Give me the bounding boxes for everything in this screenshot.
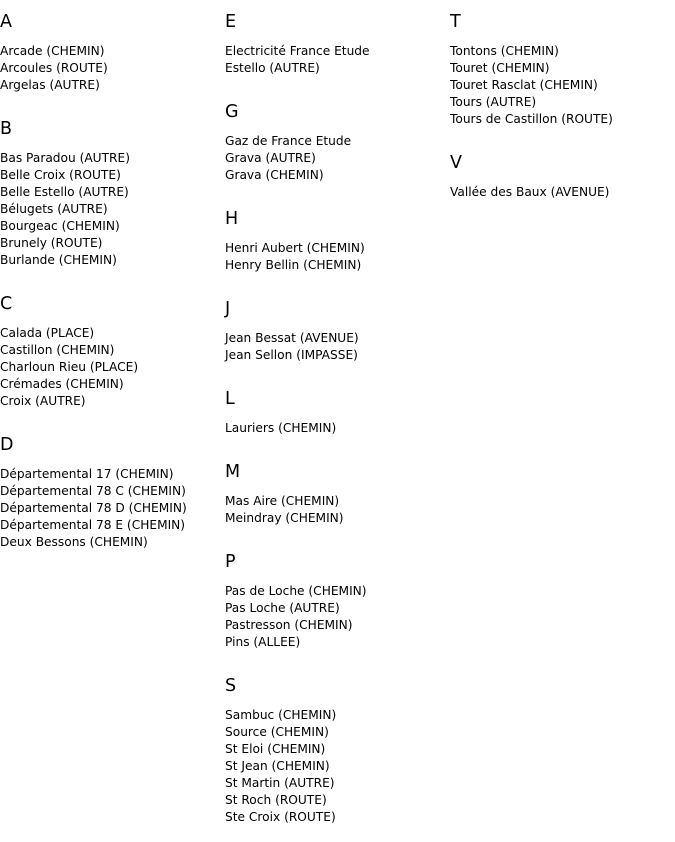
street-entry: Estello (AUTRE) xyxy=(225,61,320,75)
street-entry: Pas de Loche (CHEMIN) xyxy=(225,584,367,598)
street-entry: Crémades (CHEMIN) xyxy=(0,377,124,391)
street-list xyxy=(0,43,225,94)
street-list xyxy=(450,184,675,201)
group-letter-heading: E xyxy=(225,12,237,32)
street-entry: Grava (AUTRE) xyxy=(225,151,316,165)
street-list xyxy=(225,43,450,77)
street-entry: Jean Bessat (AVENUE) xyxy=(225,331,359,345)
letter-group-c xyxy=(0,294,225,410)
street-entry: Source (CHEMIN) xyxy=(225,725,329,739)
street-entry: Deux Bessons (CHEMIN) xyxy=(0,535,148,549)
street-entry: St Jean (CHEMIN) xyxy=(225,759,330,773)
street-list xyxy=(225,240,450,274)
street-list xyxy=(0,150,225,269)
letter-group-g xyxy=(225,102,450,184)
letter-group-a xyxy=(0,12,225,94)
street-entry: Ste Croix (ROUTE) xyxy=(225,810,336,824)
street-entry: Mas Aire (CHEMIN) xyxy=(225,494,340,508)
street-entry: Jean Sellon (IMPASSE) xyxy=(225,348,358,362)
index-column-1 xyxy=(0,12,225,551)
street-entry: Charloun Rieu (PLACE) xyxy=(0,360,139,374)
letter-group-d xyxy=(0,435,225,551)
street-entry: Bas Paradou (AUTRE) xyxy=(0,151,130,165)
street-entry: Bélugets (AUTRE) xyxy=(0,202,108,216)
street-entry: Arcoules (ROUTE) xyxy=(0,61,108,75)
street-entry: St Eloi (CHEMIN) xyxy=(225,742,326,756)
street-list xyxy=(225,330,450,364)
street-list xyxy=(225,133,450,184)
letter-group-t xyxy=(450,12,675,128)
street-entry: Brunely (ROUTE) xyxy=(0,236,103,250)
street-entry: Pas Loche (AUTRE) xyxy=(225,601,340,615)
group-letter-heading: A xyxy=(0,12,12,32)
group-letter-heading: T xyxy=(450,12,461,32)
street-list xyxy=(225,707,450,826)
letter-group-e xyxy=(225,12,450,77)
street-entry: Castillon (CHEMIN) xyxy=(0,343,115,357)
group-letter-heading: H xyxy=(225,209,239,229)
street-entry: St Martin (AUTRE) xyxy=(225,776,335,790)
letter-group-h xyxy=(225,209,450,274)
letter-group-p xyxy=(225,552,450,651)
letter-group-b xyxy=(0,119,225,269)
street-list xyxy=(0,325,225,410)
street-entry: Burlande (CHEMIN) xyxy=(0,253,117,267)
street-entry: Croix (AUTRE) xyxy=(0,394,86,408)
street-entry: Pins (ALLEE) xyxy=(225,635,301,649)
letter-group-l xyxy=(225,389,450,437)
street-entry: Touret Rasclat (CHEMIN) xyxy=(450,78,598,92)
letter-group-m xyxy=(225,462,450,527)
street-entry: Arcade (CHEMIN) xyxy=(0,44,105,58)
street-entry: Départemental 78 D (CHEMIN) xyxy=(0,501,187,515)
street-entry: Electricité France Etude xyxy=(225,44,370,58)
street-entry: Départemental 78 E (CHEMIN) xyxy=(0,518,186,532)
street-list xyxy=(225,493,450,527)
group-letter-heading: P xyxy=(225,552,236,572)
street-entry: Belle Estello (AUTRE) xyxy=(0,185,129,199)
street-entry: Henry Bellin (CHEMIN) xyxy=(225,258,362,272)
street-entry: Gaz de France Etude xyxy=(225,134,352,148)
group-letter-heading: B xyxy=(0,119,13,139)
index-column-2 xyxy=(225,12,450,826)
group-letter-heading: C xyxy=(0,294,13,314)
street-entry: Pastresson (CHEMIN) xyxy=(225,618,353,632)
street-list xyxy=(0,466,225,551)
group-letter-heading: J xyxy=(225,299,231,319)
street-entry: Départemental 78 C (CHEMIN) xyxy=(0,484,186,498)
letter-group-s xyxy=(225,676,450,826)
street-entry: Sambuc (CHEMIN) xyxy=(225,708,337,722)
letter-group-v xyxy=(450,153,675,201)
street-entry: Tours (AUTRE) xyxy=(450,95,537,109)
street-entry: Argelas (AUTRE) xyxy=(0,78,100,92)
street-list xyxy=(450,43,675,128)
group-letter-heading: S xyxy=(225,676,237,696)
street-entry: Bourgeac (CHEMIN) xyxy=(0,219,120,233)
index-column-3 xyxy=(450,12,675,201)
street-entry: Henri Aubert (CHEMIN) xyxy=(225,241,365,255)
street-entry: Lauriers (CHEMIN) xyxy=(225,421,337,435)
group-letter-heading: M xyxy=(225,462,241,482)
street-entry: Grava (CHEMIN) xyxy=(225,168,324,182)
letter-group-j xyxy=(225,299,450,364)
street-entry: Calada (PLACE) xyxy=(0,326,95,340)
group-letter-heading: L xyxy=(225,389,235,409)
street-entry: Vallée des Baux (AVENUE) xyxy=(450,185,610,199)
street-entry: Meindray (CHEMIN) xyxy=(225,511,344,525)
street-list xyxy=(225,420,450,437)
street-entry: Tours de Castillon (ROUTE) xyxy=(450,112,613,126)
street-entry: Tontons (CHEMIN) xyxy=(450,44,559,58)
group-letter-heading: G xyxy=(225,102,239,122)
group-letter-heading: V xyxy=(450,153,462,173)
street-entry: Touret (CHEMIN) xyxy=(450,61,550,75)
street-list xyxy=(225,583,450,651)
street-entry: Départemental 17 (CHEMIN) xyxy=(0,467,174,481)
group-letter-heading: D xyxy=(0,435,14,455)
street-entry: Belle Croix (ROUTE) xyxy=(0,168,121,182)
street-entry: St Roch (ROUTE) xyxy=(225,793,327,807)
